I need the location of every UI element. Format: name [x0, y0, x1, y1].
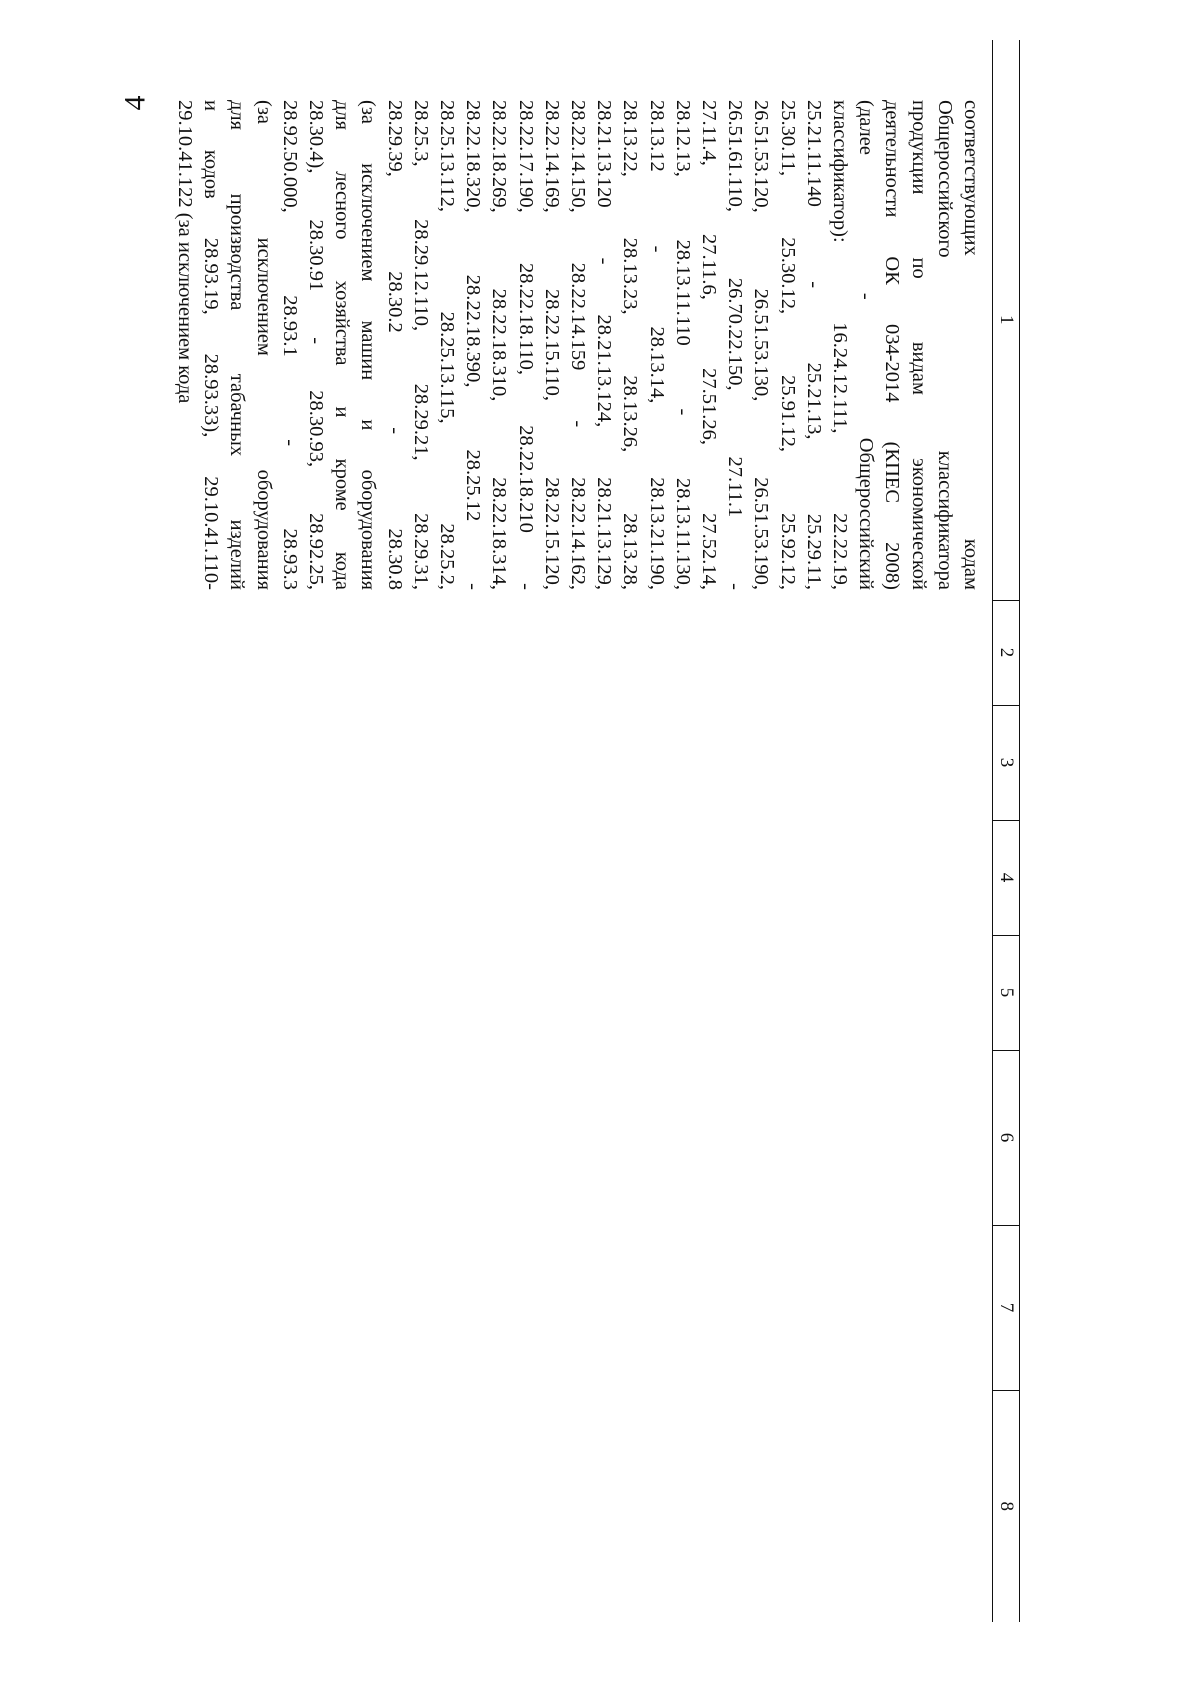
column-header: 6: [993, 1050, 1020, 1225]
column-header: 1: [993, 40, 1020, 600]
text-line: 25.30.11, 25.30.12, 25.91.12, 25.92.12,: [776, 100, 799, 590]
text-line: 28.22.14.150, 28.22.14.159 - 28.22.14.162,: [566, 100, 589, 590]
page-number: 4: [118, 95, 152, 111]
text-line: 27.11.4, 27.11.6, 27.51.26, 27.52.14,: [697, 100, 720, 590]
text-line: 28.25.3, 28.29.12.110, 28.29.21, 28.29.31,: [409, 100, 432, 590]
text-line: 26.51.53.120, 26.51.53.130, 26.51.53.190,: [750, 100, 773, 590]
column-header: 7: [993, 1225, 1020, 1390]
column-header: 5: [993, 935, 1020, 1050]
text-line: 29.10.41.122 (за исключением кода: [173, 100, 196, 404]
text-line: (за исключением машин и оборудования: [357, 100, 380, 590]
table-row: [172, 40, 993, 1622]
text-line: и кодов 28.93.19, 28.93.33), 29.10.41.110-: [200, 100, 223, 590]
column1-cell: [172, 40, 993, 600]
text-line: Общероссийского классификатора: [933, 100, 956, 590]
text-line: 28.13.22, 28.13.23, 28.13.26, 28.13.28,: [619, 100, 642, 590]
table-cell: [172, 1050, 993, 1225]
text-line: соответствующих кодам: [960, 100, 982, 590]
text-line: деятельности ОК 034-2014 (КПЕС 2008): [881, 100, 904, 590]
text-line: (за исключением оборудования: [252, 100, 275, 590]
text-line: (далее - Общероссийский: [855, 100, 878, 590]
text-line: 28.12.13, 28.13.11.110 - 28.13.11.130,: [671, 100, 694, 590]
table-cell: [172, 705, 993, 820]
text-line: 28.22.17.190, 28.22.18.110, 28.22.18.210 -: [514, 100, 537, 590]
text-line: 28.22.14.169, 28.22.15.110, 28.22.15.120,: [540, 100, 563, 590]
column-number-row: [993, 40, 1020, 1622]
text-line: 28.13.12 - 28.13.14, 28.13.21.190,: [645, 100, 668, 590]
requirements-table: [172, 40, 1020, 1622]
text-line: 28.92.50.000, 28.93.1 - 28.93.3: [278, 100, 301, 590]
column-header: 4: [993, 820, 1020, 935]
table-cell: [172, 1225, 993, 1390]
text-line: для производства табачных изделий: [226, 100, 249, 590]
rotated-table-sheet: [173, 40, 1020, 1622]
column-header: 2: [993, 600, 1020, 705]
table-cell: [172, 820, 993, 935]
table-cell: [172, 1390, 993, 1622]
text-line: классификатор): 16.24.12.111, 22.22.19,: [828, 100, 851, 590]
table-cell: [172, 935, 993, 1050]
text-line: 25.21.11.140 - 25.21.13, 25.29.11,: [802, 100, 825, 590]
text-line: 26.51.61.110, 26.70.22.150, 27.11.1 -: [724, 100, 747, 590]
text-line: продукции по видам экономической: [907, 100, 930, 590]
column-header: 8: [993, 1390, 1020, 1622]
column1-text: [172, 100, 984, 590]
text-line: 28.30.4), 28.30.91 - 28.30.93, 28.92.25,: [304, 100, 327, 590]
column-header: 3: [993, 705, 1020, 820]
text-line: 28.25.13.112, 28.25.13.115, 28.25.2,: [435, 100, 458, 590]
text-line: 28.22.18.269, 28.22.18.310, 28.22.18.314,: [488, 100, 511, 590]
text-line: для лесного хозяйства и кроме кода: [331, 100, 354, 590]
text-line: 28.21.13.120 - 28.21.13.124, 28.21.13.129,: [593, 100, 616, 590]
text-line: 28.22.18.320, 28.22.18.390, 28.25.12 -: [462, 100, 485, 590]
table-cell: [172, 600, 993, 705]
text-line: 28.29.39, 28.30.2 - 28.30.8: [383, 100, 406, 590]
